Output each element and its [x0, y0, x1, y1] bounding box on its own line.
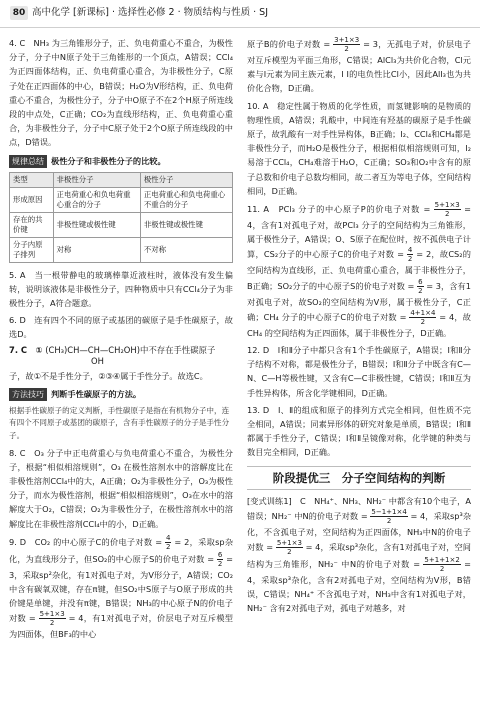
- fraction: [409, 309, 436, 326]
- table-header-cell: 极性分子: [140, 172, 232, 187]
- answer-11: [247, 201, 471, 340]
- answer-9-part: = 2，采取sp杂化，为直线形分子，但SO₂的中心原子S的价电子对数 =: [9, 536, 234, 564]
- hydroxyl-branch: OH: [91, 355, 104, 366]
- denominator: 2: [420, 317, 426, 326]
- denominator: 2: [49, 619, 55, 628]
- numerator: 5−1+1×4: [371, 507, 407, 516]
- table-cell: 形成原因: [10, 187, 54, 212]
- numerator: 4: [166, 533, 171, 542]
- answer-8: 8. C O₃ 分子中正电荷重心与负电荷重心不重合，为极性分子，根据“相似相溶规则”，O₃ 在极性溶剂水中的溶解度比在非极性溶剂CCl₄中的大，A正确；O₂为非极性分子，O₃为极性分子，而水为极性溶剂，根据“相似相溶规则”，O₃在水中的溶解度大于O₂，C错误；O₂为非极性分子，在极性溶剂水中的溶解度比在非极性溶剂CCl₄中的小，D正确。: [9, 447, 233, 529]
- denominator: 2: [407, 255, 413, 264]
- fraction: [276, 539, 303, 556]
- answer-9-part: = 4，有1对孤电子对，价层电子对互斥模型为四面体，但BF₃的中心: [9, 613, 233, 640]
- numerator: 6: [217, 550, 223, 559]
- table-cell: 非极性键或极性键: [140, 212, 232, 237]
- answer-9-part: 9. D CO₂ 的中心原子C的价电子对数 =: [9, 536, 163, 547]
- page-header: [0, 0, 480, 28]
- right-column: [247, 36, 471, 619]
- answer-6: 6. D 连有四个不同的原子或基团的碳原子是手性碳原子，故选D。: [9, 315, 233, 340]
- answer-9-part: = 3，采取sp²杂化，有1对孤电子对，为V形分子，A错误；CO₂中含有碳氧双键，存在π键，但SO₂中S原子与O原子形成的共价键是单键，并没有π键，B错误；NH₃的中心原子N的价电子对数 =: [9, 553, 234, 624]
- table-header-cell: 类型: [10, 172, 54, 187]
- tip-method: [9, 387, 233, 401]
- fraction: [165, 534, 171, 551]
- table-header-cell: 非极性分子: [53, 172, 140, 187]
- table-cell: 正电荷重心和负电荷重心重合的分子: [53, 187, 140, 212]
- variant-part: = 4，采取sp³杂化，不含孤电子对，空间结构为正四面体，NH₃中N的价电子对数 =: [247, 510, 472, 553]
- denominator: 2: [386, 516, 392, 525]
- table-cell: 分子内原子排列: [10, 237, 54, 262]
- table-cell: 不对称: [140, 237, 232, 262]
- table-cell: 对称: [53, 237, 140, 262]
- table-cell: 非极性键或极性键: [53, 212, 140, 237]
- denominator: 2: [444, 210, 450, 219]
- tip-heading-summary: 极性分子和非极性分子的比较。: [51, 155, 166, 166]
- numerator: 4+1×4: [410, 308, 436, 317]
- denominator: 2: [287, 548, 292, 557]
- answer-12: 12. D Ⅰ和Ⅱ分子中都只含有1个手性碳原子，A错误；Ⅰ和Ⅱ分子结构不对称，都是极性分子，B错误；Ⅰ和Ⅱ分子中既含有C—N、C—H等极性键，又含有C—C非极性键，C错误；Ⅰ和Ⅱ互为手性异构体，所含化学键相同，D正确。: [247, 345, 471, 398]
- variant-training-1: [247, 494, 471, 616]
- variant-part: = 4，采取sp³杂化，含有2对孤电子对，空间结构为V形，B错误，C错误；NH₄⁺ 不含孤电子对，NH₃中含有1对孤电子对，NH₂⁻ 含有2对孤电子对，孤电子对越多，对: [247, 559, 472, 614]
- answer-11-part: = 4，故CH₄ 的空间结构为正四面体，属于非极性分子，D正确。: [247, 311, 471, 338]
- table-cell: 存在的共价键: [10, 212, 54, 237]
- fraction: [370, 508, 407, 525]
- answer-10: 10. A 稳定性属于物质的化学性质，而氢键影响的是物质的物理性质，A错误；乳酸中，中间连有羟基的碳原子是手性碳原子，故乳酸有一对手性异构体，B正确；I₂、CCl₄和CH₄都是非极性分子，而H₂O是极性分子，根据相似相溶规则可知，I₂易溶于CCl₄，CH₄难溶于H₂O，C正确；SO₃和O₂中含有的原子总数和价电子总数均相同，故二者互为等电子体，空间结构相同，D正确。: [247, 100, 471, 196]
- section-title: 阶段提优三 分子空间结构的判断: [247, 466, 471, 490]
- answer-7-structure: [9, 345, 233, 367]
- numerator: 5+1×3: [39, 610, 65, 619]
- denominator: 2: [166, 542, 171, 551]
- table-header-row: [10, 172, 233, 187]
- answer-11-part: 11. A PCl₃ 分子的中心原子P的价电子对数 =: [247, 204, 431, 215]
- answer-7-label: 7. C ①: [9, 344, 43, 355]
- tip-tag-summary: 规律总结: [9, 155, 47, 168]
- denominator: 2: [344, 45, 349, 53]
- fraction: [434, 201, 461, 218]
- numerator: 6: [418, 277, 423, 286]
- fraction: [217, 551, 223, 568]
- fraction: [407, 246, 413, 263]
- variant-part: = 4，采取sp³杂化，含有1对孤电子对，空间结构为三角锥形，NH₂⁻ 中N的价电子对数 =: [247, 542, 471, 570]
- fraction: [39, 610, 66, 627]
- answer-11-part: = 4，含有1对孤电子对，故PCl₃ 分子的空间结构为三角锥形，属于极性分子，A错误；O、S原子在配位时，按不孤供电子计算，CS₂分子的中心原子C的价电子对数 =: [247, 204, 471, 260]
- denominator: 2: [217, 559, 223, 568]
- structural-formula: (CH₃)CH—CH—CH₂OH)中不存在手性碳原子: [45, 344, 216, 355]
- answer-9-part: = 3，无孤电子对，价层电子对互斥模型为平面三角形，C错误；AlCl₃为共价化合物，Cl元素与I元素为同主族元素，I I的电负性比Cl小，因此AlI₃也为共价化合物，D正确。: [247, 39, 471, 94]
- left-column: [9, 36, 233, 645]
- table-row: [10, 212, 233, 237]
- answer-4: 4. C NH₃ 为三角锥形分子，正、负电荷重心不重合，为极性分子，分子中N原子处于三角锥形的一个顶点，A错误；CCl₄为正四面体结构，正、负电荷重心重合，为非极性分子，C原子处在正四面体的中心，B错误；H₂O为V形结构，正、负电荷重心不重合，为极性分子，分子中O原子不在2个H原子所连线段的中点处，C正确；CO₂为直线形结构，正、负电荷重心重合，为非极性分子，分子中C原子处于2个O原子所连线段的中点，D错误。: [9, 38, 233, 148]
- answer-13: 13. D Ⅰ、Ⅱ的组成和原子的排列方式完全相同，但性质不完全相同，A错误；同素异形体的研究对象是单质，B错误；Ⅰ和Ⅱ都属于手性分子，C错误；Ⅰ和Ⅱ呈镜像对称，化学键的种类与数目完全相同，D正确。: [247, 404, 471, 458]
- answer-7-conclusion: 子，故①不是手性分子，②③④属于手性分子。故选C。: [9, 370, 208, 381]
- fraction: [333, 36, 360, 53]
- numerator: 3+1×3: [334, 36, 360, 44]
- table-row: [10, 187, 233, 212]
- denominator: 2: [439, 565, 445, 574]
- running-title: 高中化学 [新课标] · 选择性必修 2 · 物质结构与性质 · SJ: [32, 7, 269, 18]
- tip-method-text: 根据手性碳原子的定义判断，手性碳原子是指在有机物分子中，连有四个不同原子或基团的碳原子，含有手性碳原子的分子是手性分子。: [9, 405, 230, 441]
- table-cell: 正电荷重心和负电荷重心不重合的分子: [140, 187, 232, 212]
- tip-heading-method: 判断手性碳原子的方法。: [51, 388, 142, 399]
- page-number: 80: [10, 6, 28, 20]
- variant-part: [变式训练1] C NH₄⁺、NH₃、NH₂⁻ 中都含有10个电子，A错误；NH₂⁻ 中N的价电子对数 =: [247, 495, 471, 521]
- table-row: [10, 237, 233, 262]
- tip-tag-method: 方法技巧: [9, 388, 47, 401]
- polarity-comparison-table: [9, 172, 233, 263]
- numerator: 5+1×3: [434, 201, 460, 210]
- numerator: 5+1×3: [276, 539, 302, 548]
- answer-9-part: 原子B的价电子对数 =: [247, 39, 331, 49]
- answer-9: [9, 534, 233, 642]
- answer-11-part: = 3，含有1对孤电子对，故SO₂的空间结构为V形，属于极性分子，C正确；CH₄ 分子的中心原子C的价电子对数 =: [247, 280, 471, 322]
- answer-5: 5. A 当一根带静电的玻璃棒靠近液柱时，液体没有发生偏转，说明该液体是非极性分子，四种物质中只有CCl₄分子为非极性分子，A符合题意。: [9, 269, 233, 309]
- fraction: [423, 556, 460, 573]
- answer-9-continued: [247, 36, 471, 96]
- answer-11-part: = 2，故CS₂的空间结构为直线形，正、负电荷重心重合，属于非极性分子，B正确；SO₂分子的中心原子S的价电子对数 =: [247, 249, 471, 291]
- tip-summary: [9, 154, 233, 168]
- fraction: [417, 278, 423, 295]
- denominator: 2: [418, 286, 423, 295]
- numerator: 4: [407, 246, 413, 255]
- numerator: 5+1+1×2: [424, 556, 460, 565]
